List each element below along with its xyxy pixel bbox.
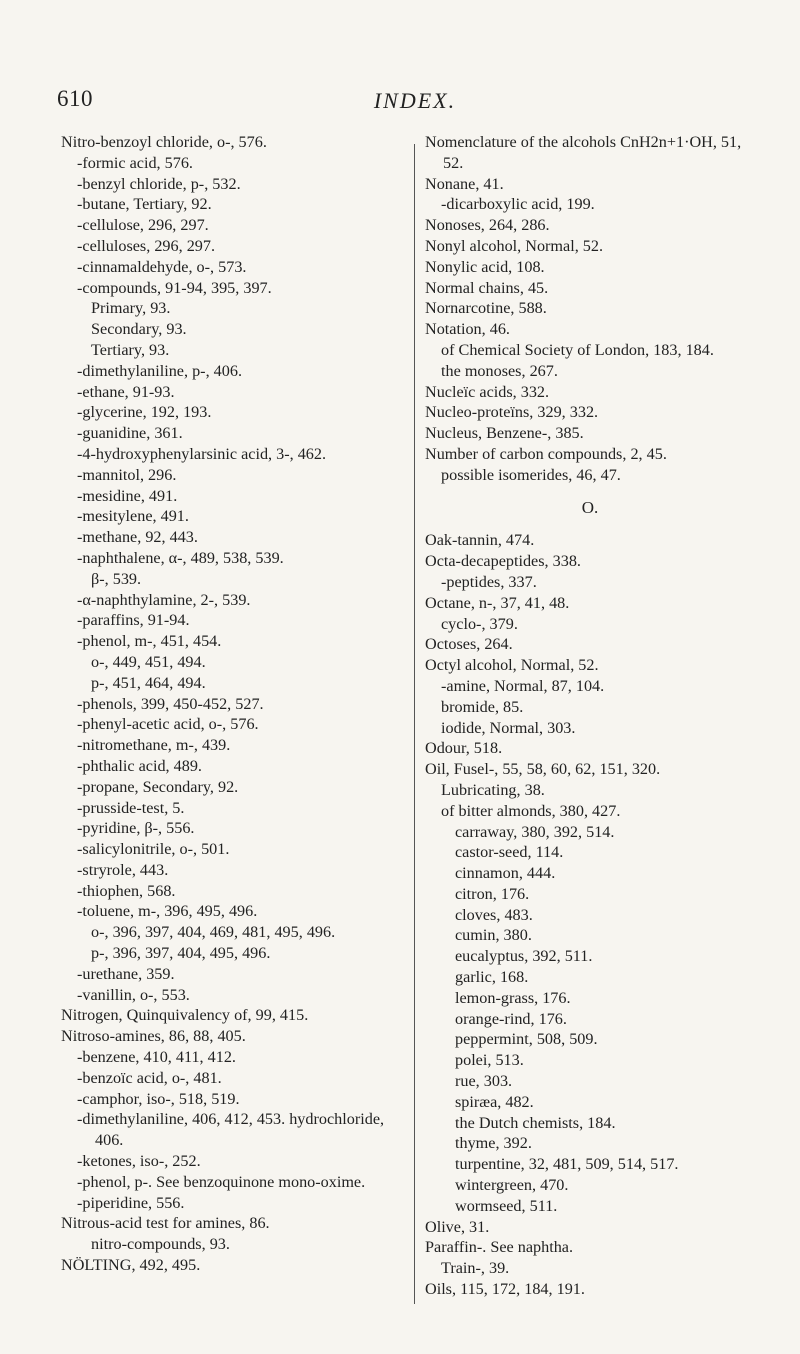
index-subentry: -prusside-test, 5. xyxy=(77,798,185,817)
index-subentry: -dimethylaniline, p-, 406. xyxy=(77,361,242,380)
index-subentry: o-, 396, 397, 404, 469, 481, 495, 496. xyxy=(91,923,336,942)
index-subentry: -phenols, 399, 450-452, 527. xyxy=(77,694,264,713)
index-entry: Nitrogen, Quinquivalency of, 99, 415. xyxy=(61,1006,309,1025)
index-subentry: nitro-compounds, 93. xyxy=(91,1235,230,1254)
index-subentry: Secondary, 93. xyxy=(91,320,187,339)
index-subentry: -ethane, 91-93. xyxy=(77,382,175,401)
index-subentry: -paraffins, 91-94. xyxy=(77,611,190,630)
index-subentry: garlic, 168. xyxy=(455,968,529,987)
index-subentry: -amine, Normal, 87, 104. xyxy=(441,676,605,695)
index-subentry: -benzoïc acid, o-, 481. xyxy=(77,1068,222,1087)
index-entry: Nonylic acid, 108. xyxy=(425,257,545,276)
index-subentry: p-, 451, 464, 494. xyxy=(91,673,206,692)
page-number: 610 xyxy=(57,86,93,111)
index-subentry: -compounds, 91-94, 395, 397. xyxy=(77,278,272,297)
index-subentry: o-, 449, 451, 494. xyxy=(91,652,206,671)
index-subentry: iodide, Normal, 303. xyxy=(441,718,576,737)
index-subentry: wintergreen, 470. xyxy=(455,1176,569,1195)
index-subentry: -camphor, iso-, 518, 519. xyxy=(77,1089,240,1108)
index-subentry: -salicylonitrile, o-, 501. xyxy=(77,840,230,859)
index-entry: Nitro-benzoyl chloride, o-, 576. xyxy=(61,133,267,151)
index-subentry: polei, 513. xyxy=(455,1051,524,1070)
index-entry: Octoses, 264. xyxy=(425,635,513,654)
index-subentry: lemon-grass, 176. xyxy=(455,988,571,1007)
index-entry: Nonane, 41. xyxy=(425,174,504,193)
index-subentry: -α-naphthylamine, 2-, 539. xyxy=(77,590,251,609)
index-entry: Octa-decapeptides, 338. xyxy=(425,552,581,571)
index-subentry: thyme, 392. xyxy=(455,1134,532,1153)
index-subentry: -methane, 92, 443. xyxy=(77,528,198,547)
index-entry: Nonyl alcohol, Normal, 52. xyxy=(425,236,604,255)
index-subentry: -stryrole, 443. xyxy=(77,860,169,879)
index-column-right xyxy=(425,132,755,1300)
index-entry: Nomenclature of the alcohols CnH2n+1·OH, 51, 52. xyxy=(425,133,742,172)
column-divider xyxy=(414,144,415,1304)
index-entry: NÖLTING, 492, 495. xyxy=(61,1256,201,1275)
index-subentry: p-, 396, 397, 404, 495, 496. xyxy=(91,944,271,963)
index-subentry: Tertiary, 93. xyxy=(91,340,170,359)
index-subentry: -phenol, p-. See benzoquinone mono-oxime. xyxy=(77,1172,366,1191)
index-subentry: -vanillin, o-, 553. xyxy=(77,985,190,1004)
index-subentry: the Dutch chemists, 184. xyxy=(455,1113,616,1132)
index-entry: Oak-tannin, 474. xyxy=(425,531,535,550)
index-subentry: β-, 539. xyxy=(91,569,142,588)
index-subentry: Train-, 39. xyxy=(441,1259,510,1278)
index-entry: Normal chains, 45. xyxy=(425,278,549,297)
index-entry: Number of carbon compounds, 2, 45. xyxy=(425,444,667,463)
index-subentry: -urethane, 359. xyxy=(77,964,175,983)
index-subentry: -benzyl chloride, p-, 532. xyxy=(77,174,241,193)
index-entry: Nucleus, Benzene-, 385. xyxy=(425,424,584,443)
index-subentry: -piperidine, 556. xyxy=(77,1193,185,1212)
index-subentry: -cinnamaldehyde, o-, 573. xyxy=(77,257,247,276)
index-subentry: -propane, Secondary, 92. xyxy=(77,777,239,796)
index-subentry: -glycerine, 192, 193. xyxy=(77,403,212,422)
index-subentry: orange-rind, 176. xyxy=(455,1009,567,1028)
running-title: INDEX. xyxy=(373,88,457,113)
index-subentry: -toluene, m-, 396, 495, 496. xyxy=(77,902,258,921)
index-entry: Nitrous-acid test for amines, 86. xyxy=(61,1214,270,1233)
index-subentry: -phenyl-acetic acid, o-, 576. xyxy=(77,715,259,734)
index-subentry: -mannitol, 296. xyxy=(77,465,177,484)
index-subentry: eucalyptus, 392, 511. xyxy=(455,947,593,966)
index-subentry: peppermint, 508, 509. xyxy=(455,1030,598,1049)
index-subentry: -phthalic acid, 489. xyxy=(77,756,202,775)
index-subentry: cloves, 483. xyxy=(455,905,533,924)
index-subentry: -celluloses, 296, 297. xyxy=(77,236,216,255)
index-subentry: cumin, 380. xyxy=(455,926,532,945)
index-subentry: -mesidine, 491. xyxy=(77,486,178,505)
index-subentry: the monoses, 267. xyxy=(441,361,558,380)
index-subentry: -guanidine, 361. xyxy=(77,424,183,443)
index-entry: Odour, 518. xyxy=(425,739,503,758)
index-subentry: Lubricating, 38. xyxy=(441,780,545,799)
index-subentry: -dimethylaniline, 406, 412, 453. hydrochloride, 406. xyxy=(77,1110,385,1150)
index-entry: Octane, n-, 37, 41, 48. xyxy=(425,593,570,612)
index-subentry: -dicarboxylic acid, 199. xyxy=(441,195,595,214)
index-subentry: rue, 303. xyxy=(455,1072,513,1091)
index-subentry: -pyridine, β-, 556. xyxy=(77,819,195,838)
index-entry: Oils, 115, 172, 184, 191. xyxy=(425,1280,585,1299)
index-subentry: cinnamon, 444. xyxy=(455,864,556,883)
index-subentry: carraway, 380, 392, 514. xyxy=(455,822,615,841)
index-entry: Paraffin-. See naphtha. xyxy=(425,1238,574,1257)
index-subentry: of bitter almonds, 380, 427. xyxy=(441,801,621,820)
index-subentry: bromide, 85. xyxy=(441,697,524,716)
section-letter: O. xyxy=(581,497,599,517)
index-subentry: spiræa, 482. xyxy=(455,1092,534,1111)
index-subentry: cyclo-, 379. xyxy=(441,614,518,633)
index-subentry: -phenol, m-, 451, 454. xyxy=(77,632,222,651)
index-subentry: -thiophen, 568. xyxy=(77,881,176,900)
index-entry: Oil, Fusel-, 55, 58, 60, 62, 151, 320. xyxy=(425,760,661,779)
index-subentry: -butane, Tertiary, 92. xyxy=(77,195,212,214)
index-subentry: wormseed, 511. xyxy=(455,1196,558,1215)
index-entry: Nucleïc acids, 332. xyxy=(425,382,550,401)
index-subentry: castor-seed, 114. xyxy=(455,843,564,862)
index-subentry: -ketones, iso-, 252. xyxy=(77,1152,201,1171)
index-subentry: possible isomerides, 46, 47. xyxy=(441,465,621,484)
index-subentry: -formic acid, 576. xyxy=(77,153,193,172)
index-entry: Nucleo-proteïns, 329, 332. xyxy=(425,403,599,422)
index-entry: Olive, 31. xyxy=(425,1217,490,1236)
index-entry: Nornarcotine, 588. xyxy=(425,299,547,318)
index-subentry: -peptides, 337. xyxy=(441,572,537,591)
index-subentry: citron, 176. xyxy=(455,884,530,903)
index-subentry: turpentine, 32, 481, 509, 514, 517. xyxy=(455,1155,679,1174)
index-subentry: -mesitylene, 491. xyxy=(77,507,189,526)
index-subentry: -nitromethane, m-, 439. xyxy=(77,736,231,755)
index-subentry: of Chemical Society of London, 183, 184. xyxy=(441,340,714,359)
index-column-left xyxy=(61,132,401,1276)
index-entry: Nitroso-amines, 86, 88, 405. xyxy=(61,1027,246,1046)
index-subentry: Primary, 93. xyxy=(91,299,171,318)
index-subentry: -cellulose, 296, 297. xyxy=(77,216,209,235)
index-subentry: -benzene, 410, 411, 412. xyxy=(77,1048,236,1067)
index-subentry: -4-hydroxyphenylarsinic acid, 3-, 462. xyxy=(77,444,327,463)
index-entry: Octyl alcohol, Normal, 52. xyxy=(425,656,599,675)
index-entry: Notation, 46. xyxy=(425,320,510,339)
index-subentry: -naphthalene, α-, 489, 538, 539. xyxy=(77,548,284,567)
index-entry: Nonoses, 264, 286. xyxy=(425,216,550,235)
